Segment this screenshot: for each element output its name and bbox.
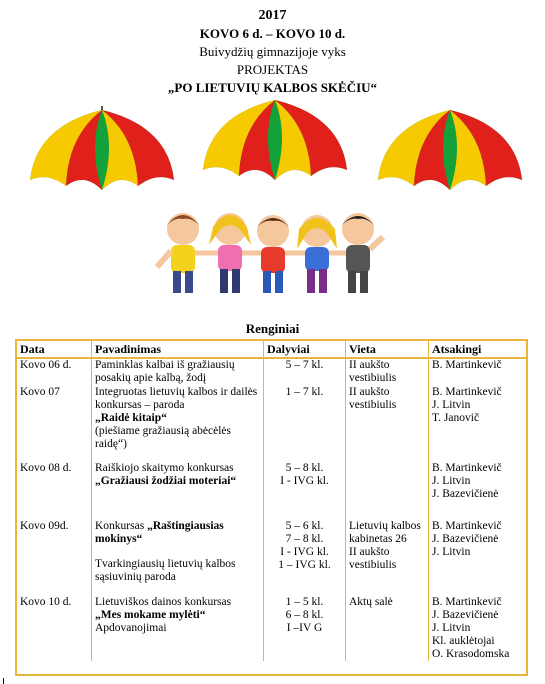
event-responsible: B. Martinkevič J. Litvin T. Janovič — [429, 386, 527, 462]
umbrella-image — [376, 106, 524, 214]
column-header-place: Vieta — [346, 341, 429, 358]
section-title: Renginiai — [245, 321, 300, 336]
event-title: Paminklas kalbai iš gražiausių posakių apie kalbą, žodį — [92, 358, 264, 386]
event-place — [346, 462, 429, 520]
table-row — [17, 520, 526, 596]
table-row — [17, 386, 526, 462]
event-date: Kovo 10 d. — [20, 596, 72, 608]
table-row — [17, 462, 526, 520]
column-header-date: Data — [17, 341, 92, 358]
venue-line: Buivydžių gimnazijoje vyks — [199, 44, 346, 59]
event-dates: KOVO 6 d. – KOVO 10 d. — [199, 26, 346, 41]
column-header-participants: Dalyviai — [264, 341, 346, 358]
event-participants: 5 – 6 kl. 7 – 8 kl. I - IVG kl. 1 – IVG kl. — [264, 520, 346, 596]
page-corner-mark — [3, 678, 4, 684]
table-row — [17, 358, 526, 386]
events-table — [15, 339, 528, 676]
children-illustration — [155, 205, 387, 305]
umbrella-image — [201, 96, 349, 204]
event-responsible: B. Martinkevič J. Bazevičienė J. Litvin — [429, 520, 527, 596]
event-place: Aktų salė — [346, 596, 429, 661]
event-date: Kovo 06 d. — [20, 359, 72, 371]
event-responsible: B. Martinkevič — [429, 358, 527, 386]
table-row — [17, 596, 526, 661]
umbrella-image — [28, 106, 176, 214]
event-participants: 5 – 8 kl. I - IVG kl. — [264, 462, 346, 520]
event-responsible: B. Martinkevič J. Bazevičienė J. Litvin Kl. auklėtojai O. Krasodomska — [429, 596, 527, 661]
column-header-title: Pavadinimas — [92, 341, 264, 358]
event-place: II aukšto vestibiulis — [346, 358, 429, 386]
column-header-responsible: Atsakingi — [429, 341, 527, 358]
event-place: Lietuvių kalbos kabinetas 26 II aukšto vestibiulis — [346, 520, 429, 596]
event-responsible: B. Martinkevič J. Litvin J. Bazevičienė — [429, 462, 527, 520]
event-title: Konkursas „Raštingiausias mokinys“ Tvarkingiausių lietuvių kalbos sąsiuvinių paroda — [92, 520, 264, 596]
project-label: PROJEKTAS — [236, 62, 309, 77]
event-date: Kovo 07 — [20, 386, 60, 398]
year: 2017 — [258, 8, 287, 23]
event-place: II aukšto vestibiulis — [346, 386, 429, 462]
event-title: Raiškiojo skaitymo konkursas „Gražiausi žodžiai moteriai“ — [92, 462, 264, 520]
event-title: Integruotas lietuvių kalbos ir dailės konkursas – paroda „Raidė kitaip“ (piešiame gražiausią abėcėlės raidę“) — [92, 386, 264, 462]
event-participants: 1 – 5 kl. 6 – 8 kl. I –IV G — [264, 596, 346, 661]
event-date: Kovo 08 d. — [20, 462, 72, 474]
event-participants: 5 – 7 kl. — [264, 358, 346, 386]
event-participants: 1 – 7 kl. — [264, 386, 346, 462]
table-header-row — [17, 341, 526, 358]
event-title: Lietuviškos dainos konkursas „Mes mokame mylėti“ Apdovanojimai — [92, 596, 264, 661]
project-name: „PO LIETUVIŲ KALBOS SKĖČIU“ — [167, 80, 378, 95]
event-date: Kovo 09d. — [20, 520, 69, 532]
